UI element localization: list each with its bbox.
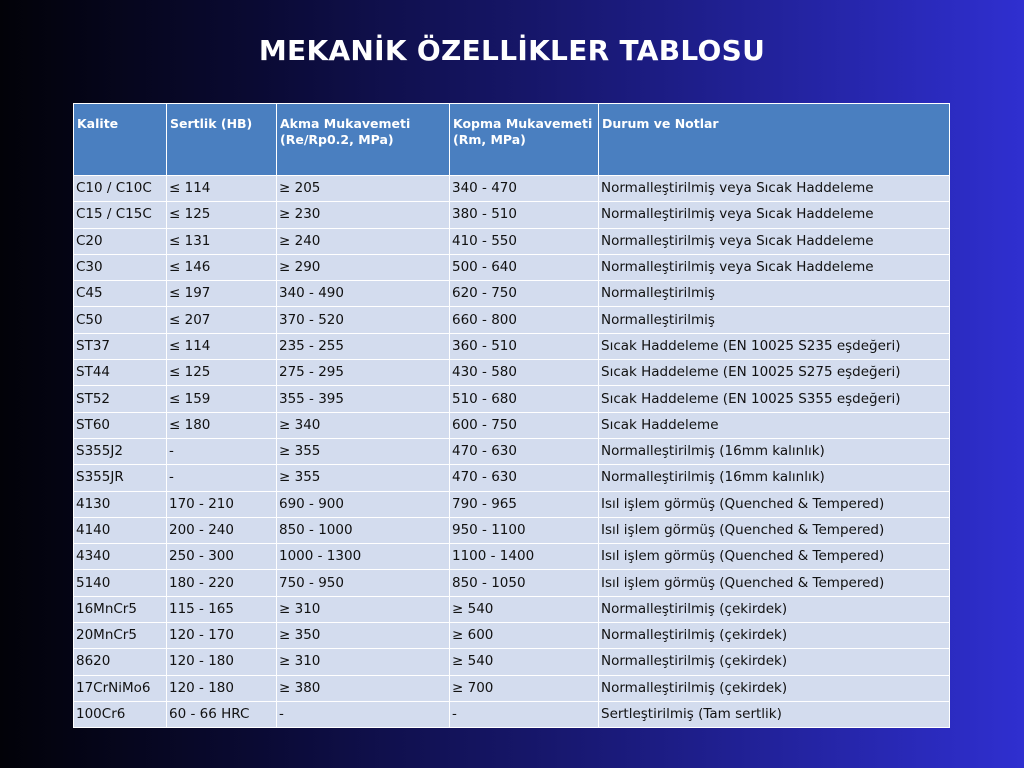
cell-kopma: 850 - 1050 (450, 570, 599, 596)
cell-durum: Normalleştirilmiş veya Sıcak Haddeleme (599, 254, 950, 280)
cell-durum: Isıl işlem görmüş (Quenched & Tempered) (599, 544, 950, 570)
cell-durum: Isıl işlem görmüş (Quenched & Tempered) (599, 491, 950, 517)
cell-akma: 850 - 1000 (277, 517, 450, 543)
table-row (74, 544, 950, 570)
cell-kopma: 500 - 640 (450, 254, 599, 280)
mechanical-properties-table (73, 103, 950, 728)
cell-kalite: 5140 (74, 570, 167, 596)
cell-sertlik: ≤ 180 (167, 412, 277, 438)
table-row (74, 438, 950, 464)
cell-sertlik: ≤ 131 (167, 228, 277, 254)
cell-kalite: 4140 (74, 517, 167, 543)
table-row (74, 176, 950, 202)
header-kalite: Kalite (74, 104, 167, 176)
cell-durum: Normalleştirilmiş (599, 281, 950, 307)
cell-kalite: 16MnCr5 (74, 596, 167, 622)
cell-kalite: C15 / C15C (74, 202, 167, 228)
cell-durum: Sıcak Haddeleme (599, 412, 950, 438)
cell-kalite: 4340 (74, 544, 167, 570)
cell-durum: Sıcak Haddeleme (EN 10025 S275 eşdeğeri) (599, 360, 950, 386)
table-row (74, 254, 950, 280)
cell-sertlik: ≤ 114 (167, 333, 277, 359)
cell-kalite: S355JR (74, 465, 167, 491)
cell-sertlik: 120 - 180 (167, 675, 277, 701)
table-row (74, 517, 950, 543)
cell-kopma: 790 - 965 (450, 491, 599, 517)
cell-kopma: ≥ 540 (450, 649, 599, 675)
table-header (74, 104, 950, 176)
cell-akma: ≥ 355 (277, 465, 450, 491)
cell-sertlik: ≤ 125 (167, 202, 277, 228)
table-row (74, 675, 950, 701)
cell-kalite: ST44 (74, 360, 167, 386)
cell-akma: 370 - 520 (277, 307, 450, 333)
table-body (74, 176, 950, 728)
cell-sertlik: ≤ 114 (167, 176, 277, 202)
cell-durum: Normalleştirilmiş (çekirdek) (599, 675, 950, 701)
cell-kopma: 950 - 1100 (450, 517, 599, 543)
cell-kalite: 20MnCr5 (74, 623, 167, 649)
table-row (74, 333, 950, 359)
cell-durum: Normalleştirilmiş veya Sıcak Haddeleme (599, 176, 950, 202)
header-row (74, 104, 950, 176)
cell-akma: ≥ 355 (277, 438, 450, 464)
cell-kalite: ST52 (74, 386, 167, 412)
cell-akma: ≥ 205 (277, 176, 450, 202)
cell-kalite: C20 (74, 228, 167, 254)
cell-sertlik: ≤ 207 (167, 307, 277, 333)
cell-durum: Normalleştirilmiş veya Sıcak Haddeleme (599, 202, 950, 228)
cell-akma: - (277, 701, 450, 727)
cell-kopma: 360 - 510 (450, 333, 599, 359)
cell-kopma: 1100 - 1400 (450, 544, 599, 570)
slide-title: MEKANİK ÖZELLİKLER TABLOSU (258, 34, 766, 67)
table-row (74, 701, 950, 727)
cell-kopma: - (450, 701, 599, 727)
cell-durum: Normalleştirilmiş (çekirdek) (599, 623, 950, 649)
cell-durum: Normalleştirilmiş veya Sıcak Haddeleme (599, 228, 950, 254)
cell-sertlik: 120 - 180 (167, 649, 277, 675)
cell-akma: ≥ 380 (277, 675, 450, 701)
table-row (74, 386, 950, 412)
cell-akma: 750 - 950 (277, 570, 450, 596)
cell-durum: Normalleştirilmiş (çekirdek) (599, 596, 950, 622)
cell-kopma: 470 - 630 (450, 465, 599, 491)
table-row (74, 570, 950, 596)
cell-sertlik: - (167, 465, 277, 491)
cell-kalite: 4130 (74, 491, 167, 517)
table-row (74, 465, 950, 491)
cell-akma: ≥ 230 (277, 202, 450, 228)
cell-akma: ≥ 310 (277, 649, 450, 675)
cell-akma: ≥ 240 (277, 228, 450, 254)
cell-durum: Sertleştirilmiş (Tam sertlik) (599, 701, 950, 727)
cell-akma: 690 - 900 (277, 491, 450, 517)
cell-akma: 340 - 490 (277, 281, 450, 307)
header-durum-ve-notlar: Durum ve Notlar (599, 104, 950, 176)
cell-sertlik: 170 - 210 (167, 491, 277, 517)
cell-durum: Sıcak Haddeleme (EN 10025 S235 eşdeğeri) (599, 333, 950, 359)
table-row (74, 623, 950, 649)
cell-durum: Normalleştirilmiş (çekirdek) (599, 649, 950, 675)
header-sertlik: Sertlik (HB) (167, 104, 277, 176)
cell-sertlik: ≤ 159 (167, 386, 277, 412)
cell-sertlik: 60 - 66 HRC (167, 701, 277, 727)
header-kopma-mukavemeti: Kopma Mukavemeti (Rm, MPa) (450, 104, 599, 176)
table-row (74, 412, 950, 438)
cell-sertlik: ≤ 146 (167, 254, 277, 280)
cell-kopma: 380 - 510 (450, 202, 599, 228)
cell-durum: Normalleştirilmiş (16mm kalınlık) (599, 465, 950, 491)
cell-durum: Isıl işlem görmüş (Quenched & Tempered) (599, 570, 950, 596)
cell-kalite: C45 (74, 281, 167, 307)
cell-akma: 355 - 395 (277, 386, 450, 412)
cell-kopma: 620 - 750 (450, 281, 599, 307)
cell-sertlik: 115 - 165 (167, 596, 277, 622)
cell-akma: ≥ 340 (277, 412, 450, 438)
cell-sertlik: ≤ 197 (167, 281, 277, 307)
cell-sertlik: ≤ 125 (167, 360, 277, 386)
table-row (74, 228, 950, 254)
cell-sertlik: - (167, 438, 277, 464)
cell-kopma: ≥ 700 (450, 675, 599, 701)
cell-durum: Isıl işlem görmüş (Quenched & Tempered) (599, 517, 950, 543)
cell-akma: ≥ 290 (277, 254, 450, 280)
cell-durum: Normalleştirilmiş (16mm kalınlık) (599, 438, 950, 464)
table-row (74, 360, 950, 386)
cell-kopma: ≥ 600 (450, 623, 599, 649)
cell-akma: 235 - 255 (277, 333, 450, 359)
cell-kopma: 470 - 630 (450, 438, 599, 464)
cell-kopma: 430 - 580 (450, 360, 599, 386)
cell-kalite: ST60 (74, 412, 167, 438)
cell-kalite: C50 (74, 307, 167, 333)
cell-sertlik: 250 - 300 (167, 544, 277, 570)
cell-kalite: C10 / C10C (74, 176, 167, 202)
table-row (74, 596, 950, 622)
cell-sertlik: 120 - 170 (167, 623, 277, 649)
cell-kopma: ≥ 540 (450, 596, 599, 622)
cell-kopma: 600 - 750 (450, 412, 599, 438)
table-row (74, 491, 950, 517)
cell-kopma: 510 - 680 (450, 386, 599, 412)
table-row (74, 649, 950, 675)
table-row (74, 202, 950, 228)
cell-durum: Normalleştirilmiş (599, 307, 950, 333)
cell-kalite: 17CrNiMo6 (74, 675, 167, 701)
cell-akma: 275 - 295 (277, 360, 450, 386)
header-akma-mukavemeti: Akma Mukavemeti (Re/Rp0.2, MPa) (277, 104, 450, 176)
cell-sertlik: 200 - 240 (167, 517, 277, 543)
cell-akma: ≥ 350 (277, 623, 450, 649)
cell-kopma: 410 - 550 (450, 228, 599, 254)
table-row (74, 307, 950, 333)
cell-kopma: 660 - 800 (450, 307, 599, 333)
cell-kalite: 8620 (74, 649, 167, 675)
cell-kalite: 100Cr6 (74, 701, 167, 727)
cell-kalite: C30 (74, 254, 167, 280)
cell-akma: ≥ 310 (277, 596, 450, 622)
cell-kalite: ST37 (74, 333, 167, 359)
cell-kalite: S355J2 (74, 438, 167, 464)
cell-sertlik: 180 - 220 (167, 570, 277, 596)
cell-akma: 1000 - 1300 (277, 544, 450, 570)
table-row (74, 281, 950, 307)
cell-durum: Sıcak Haddeleme (EN 10025 S355 eşdeğeri) (599, 386, 950, 412)
cell-kopma: 340 - 470 (450, 176, 599, 202)
